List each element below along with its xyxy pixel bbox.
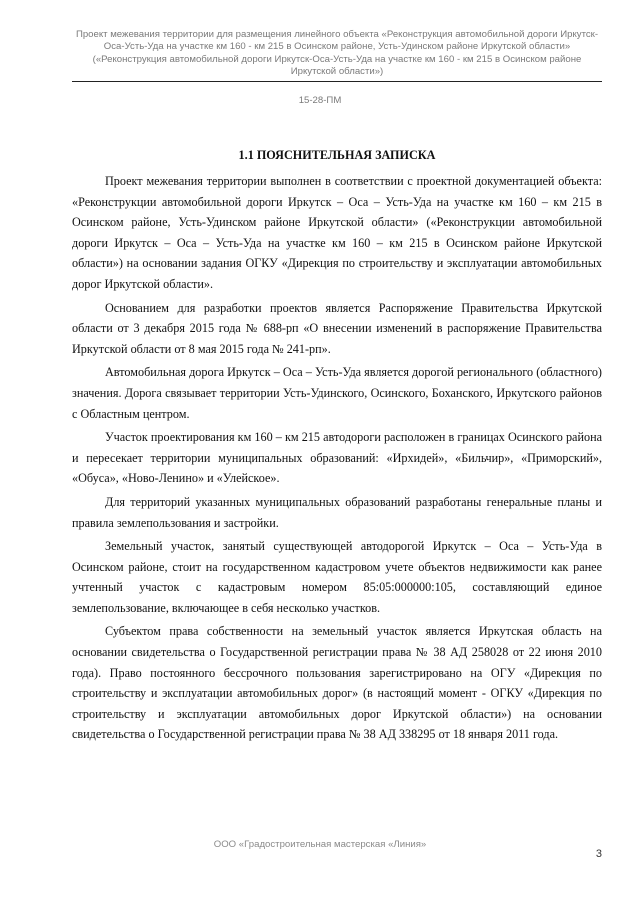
document-code: 15-28-ПМ [298,95,342,106]
header-divider [72,81,602,82]
section-title: 1.1 ПОЯСНИТЕЛЬНАЯ ЗАПИСКА [238,148,436,162]
page-number: 3 [595,848,602,860]
paragraph: Субъектом права собственности на земельный участок является Иркутская область на основании свидетельства о Государственной регистрации права № 38 АД 258028 от 22 июня 2010 года). Право постоянного бессрочного пользования зарегистрировано на ОГУ «Дирекция по строительству и эксплуатации автомобильных дорог» (в настоящий момент - ОГКУ «Дирекция по строительству и эксплуатации автомобильных дорог Иркутской области») на основании свидетельства о Государственной регистрации права № 38 АД 338295 от 18 января 2011 года. [72,624,602,742]
explanatory-note-body [72,171,602,748]
paragraph: Земельный участок, занятый существующей автодорогой Иркутск – Оса – Усть-Уда в Осинском районе, стоит на государственном кадастровом учете объектов недвижимости как ранее учтенный участок с кадастровым номером 85:05:000000:105, составляющий единое землепользование, включающее в себя несколько участков. [72,539,602,615]
paragraph: Основанием для разработки проектов является Распоряжение Правительства Иркутской области от 3 декабря 2015 года № 688-рп «О внесении изменений в распоряжение Правительства Иркутской области от 8 мая 2015 года № 241-рп». [72,300,602,356]
running-header: Проект межевания территории для размещения линейного объекта «Реконструкция автомобильной дороги Иркутск-Оса-Усть-Уда на участке км 160 - км 215 в Осинском районе, Усть-Удинском районе Иркутской области» («Реконструкция автомобильной дороги Иркутск-Оса-Усть-Уда на участке км 160 - км 215 в Осинском районе Иркутской области») [75,29,599,77]
paragraph: Участок проектирования км 160 – км 215 автодороги расположен в границах Осинского района и пересекает территории муниципальных образований: «Ирхидей», «Бильчир», «Приморский», «Обуса», «Ново-Ленино» и «Улейское». [72,430,602,486]
paragraph: Для территорий указанных муниципальных образований разработаны генеральные планы и правила землепользования и застройки. [72,494,602,530]
footer-company: ООО «Градостроительная мастерская «Линия» [213,839,427,850]
paragraph: Проект межевания территории выполнен в соответствии с проектной документацией объекта: «Реконструкции автомобильной дороги Иркутск – Оса – Усть-Уда на участке км 160 – км 215 в Осинском районе, Усть-Удинском районе Иркутской области» («Реконструкции автомобильной дороги Иркутск – Оса – Усть-Уда на участке км 160 – км 215 в Осинском районе Иркутской области») на основании задания ОГКУ «Дирекция по строительству и эксплуатации автомобильных дорог Иркутской области». [72,174,602,291]
paragraph: Автомобильная дорога Иркутск – Оса – Усть-Уда является дорогой регионального (областного) значения. Дорога связывает территории Усть-Удинского, Осинского, Боханского, Иркутского районов с Областным центром. [72,365,602,421]
